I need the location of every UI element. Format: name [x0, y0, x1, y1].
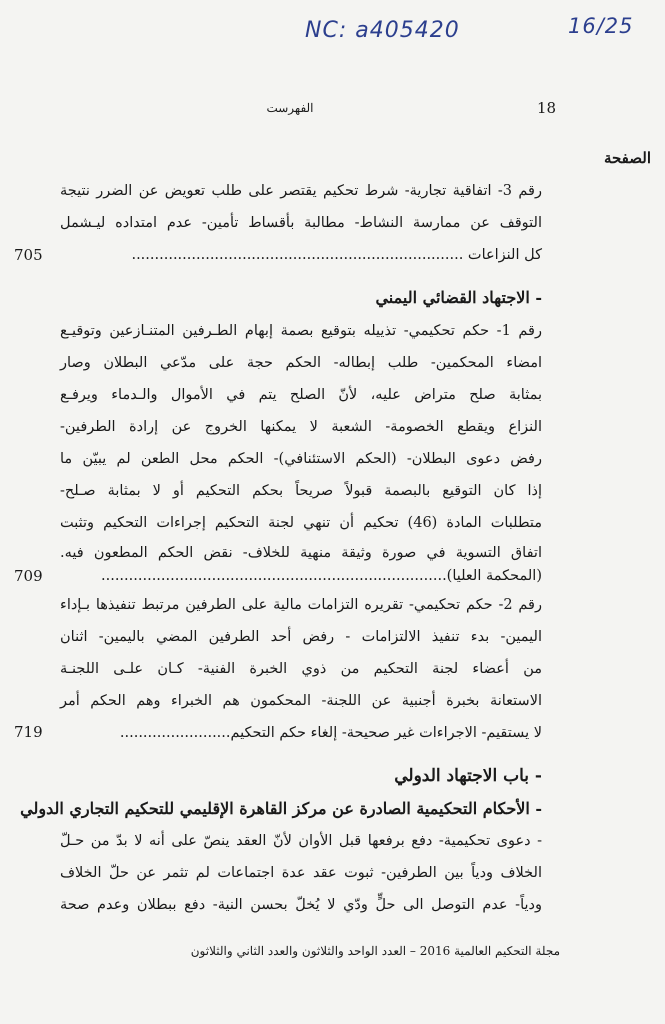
entry-line: إذا كان التوقيع بالبصمة قبولاً صريحاً بحكم التحكيم أو لا بمثابة صـلح-: [60, 483, 542, 499]
entry-line: من أعضاء لجنة التحكيم من ذوي الخبرة الفنية- كـان علـى اللجنـة: [60, 661, 542, 677]
entry-line: اتفاق التسوية في صورة وثيقة منهية للخلاف- نقض الحكم المطعون فيه.: [60, 545, 542, 561]
entry-line: (المحكمة العليا)...........................................................................: [101, 568, 542, 584]
handwritten-reference: NC: a405420: [305, 18, 460, 43]
entry-line: النزاع ويقطع الخصومة- الشعبة لا يمكنها الخروج عن إرادة الطرفين-: [60, 419, 542, 435]
entry-line: لا يستقيم- الاجراءات غير صحيحة- إلغاء حكم التحكيم........................: [119, 725, 542, 741]
entry-line: التوقف عن ممارسة النشاط- مطالبة بأقساط تأمين- عدم امتداده ليـشمل: [60, 215, 542, 231]
section-heading: - باب الاجتهاد الدولي: [394, 766, 542, 786]
entry-line: رفض دعوى البطلان- (الحكم الاستئنافي)- الحكم محل الطعن لم يبيّن ما: [60, 451, 542, 467]
entry-line: الخلاف ودياً بين الطرفين- ثبوت عقد عدة اجتماعات لم تثمر عن حلّ الخلاف: [60, 865, 542, 881]
entry-line: الاستعانة بخبرة أجنبية عن اللجنة- المحكمون هم الخبراء وهم الحكم أمر: [60, 693, 542, 709]
entry-line: كل النزاعات ........................................................................: [131, 247, 542, 263]
page-number: 18: [537, 99, 557, 117]
entry-page-number: 705: [14, 246, 43, 264]
entry-line: رقم 1- حكم تحكيمي- تذييله بتوقيع بصمة إبهام الطـرفين المتنـازعين وتوقيـع: [60, 323, 542, 339]
entry-line: امضاء المحكمين- طلب إبطاله- الحكم حجة على مدّعي البطلان وصار: [60, 355, 542, 371]
entry-page-number: 709: [14, 567, 43, 585]
entry-line: ودياً- عدم التوصل الى حلٍّ ودّي لا يُخلّ بحسن النية- دفع ببطلان وعدم صحة: [60, 897, 542, 913]
section-heading: - الأحكام التحكيمية الصادرة عن مركز القاهرة الإقليمي للتحكيم التجاري الدولي: [20, 799, 542, 818]
footer: مجلة التحكيم العالمية 2016 – العدد الواحد والثلاثون والعدد الثاني والثلاثون: [190, 944, 560, 958]
entry-line: - دعوى تحكيمية- دفع برفعها قبل الأوان لأنّ العقد ينصّ على أنه لا بدّ من حـلّ: [60, 833, 542, 849]
entry-line: رقم 2- حكم تحكيمي- تقريره التزامات مالية على الطرفين مرتبط تنفيذها بـإداء: [60, 597, 542, 613]
header-title: الفهرست: [266, 101, 314, 115]
entry-line: اليمين- بدء تنفيذ الالتزامات - رفض أحد الطرفين المضي باليمين- اثنان: [60, 629, 542, 645]
entry-line: بمثابة صلح متراض عليه، لأنّ الصلح يتم في الأموال والـدماء ويرفـع: [60, 387, 542, 403]
handwritten-count: 16/25: [568, 14, 634, 38]
section-heading: - الاجتهاد القضائي اليمني: [375, 288, 542, 307]
page-column-header: الصفحة: [603, 149, 651, 167]
entry-line: متطلبات المادة (46) تحكيم أن تنهي لجنة التحكيم إجراءات التحكيم وتثبت: [60, 515, 543, 531]
entry-line: رقم 3- اتفاقية تجارية- شرط تحكيم يقتصر على طلب تعويض عن الضرر نتيجة: [60, 183, 542, 199]
entry-page-number: 719: [14, 723, 43, 741]
